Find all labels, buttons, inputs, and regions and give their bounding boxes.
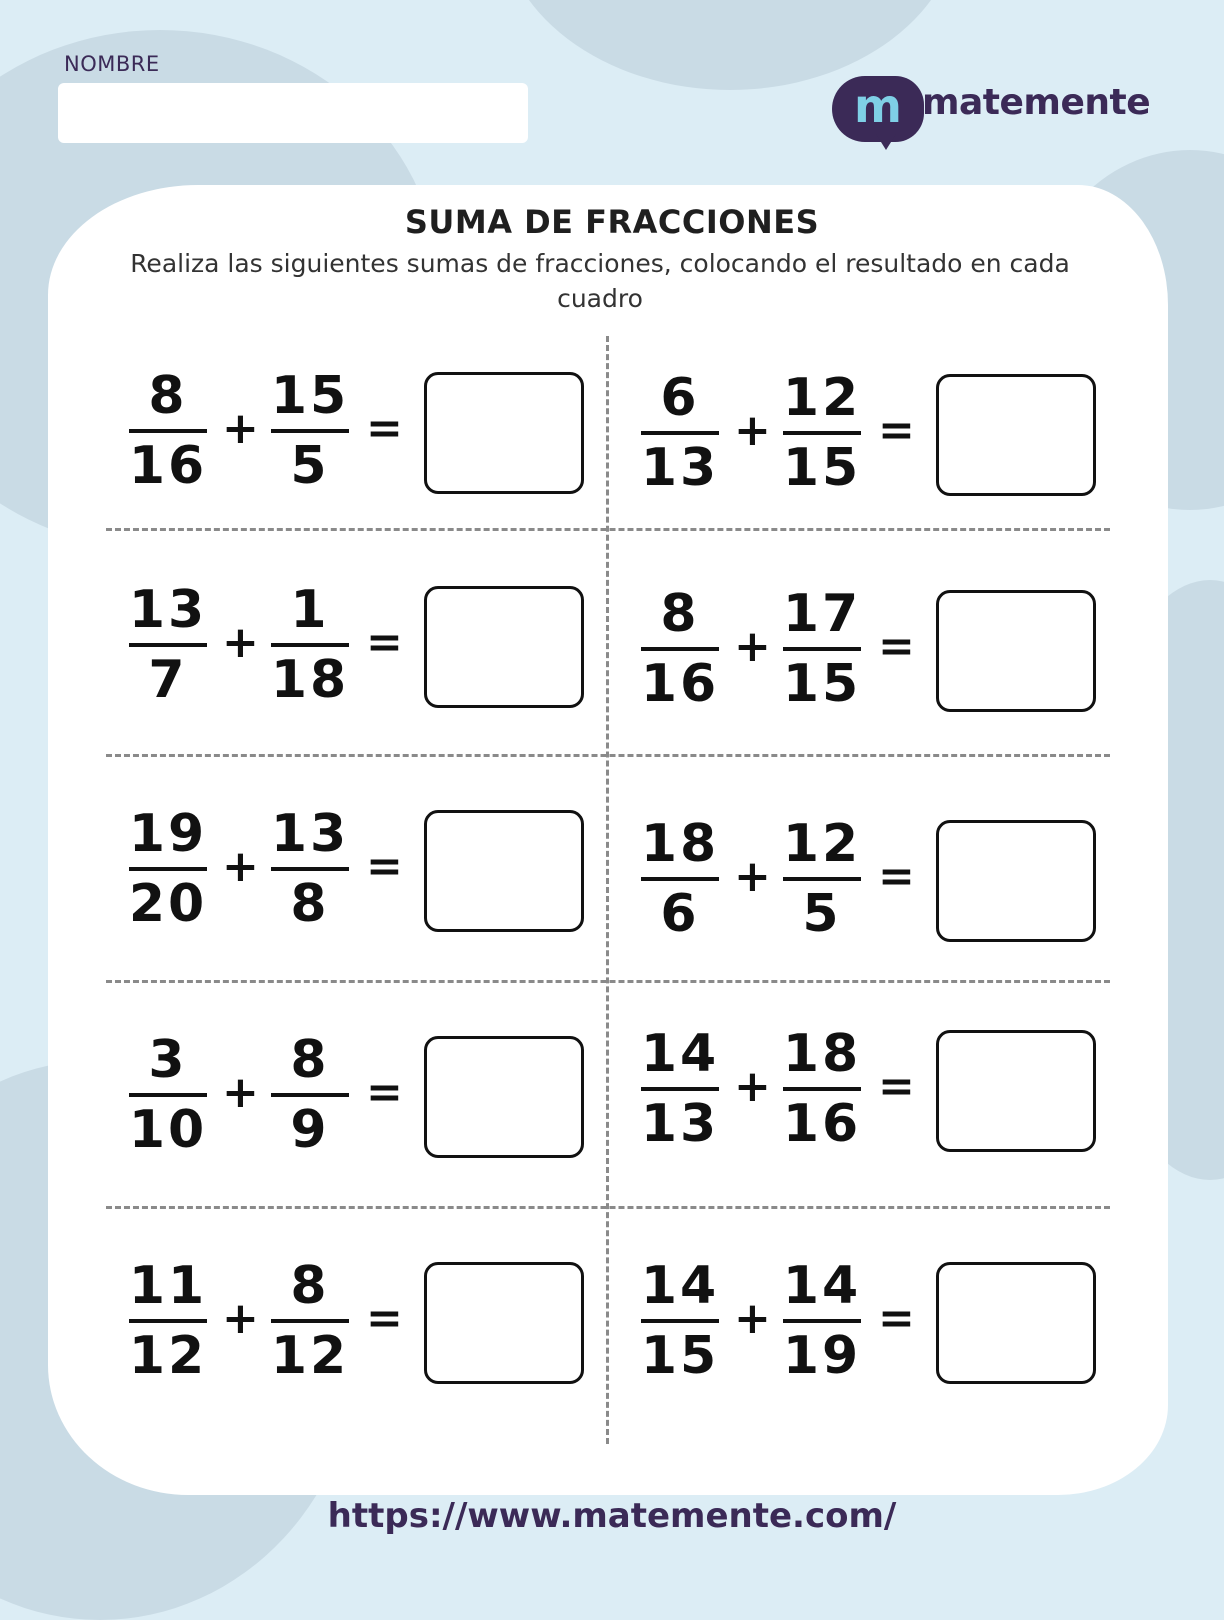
equals-sign: = xyxy=(366,841,403,892)
answer-box[interactable] xyxy=(936,820,1096,942)
denominator: 15 xyxy=(782,654,862,714)
instructions-text: Realiza las siguientes sumas de fracciones, colocando el resultado en cada cuadro xyxy=(130,249,1070,313)
fraction-problem xyxy=(128,1030,628,1160)
answer-box[interactable] xyxy=(424,810,584,932)
fraction-b xyxy=(270,1256,350,1386)
fraction-bar xyxy=(129,1319,207,1323)
answer-box[interactable] xyxy=(424,586,584,708)
fraction-a xyxy=(128,366,208,496)
answer-box[interactable] xyxy=(424,372,584,494)
row-divider xyxy=(106,528,1110,531)
denominator: 15 xyxy=(782,438,862,498)
equals-sign: = xyxy=(366,1293,403,1344)
plus-sign: + xyxy=(734,1061,771,1112)
plus-sign: + xyxy=(222,403,259,454)
denominator: 12 xyxy=(128,1326,208,1386)
answer-box[interactable] xyxy=(936,1262,1096,1384)
fraction-b xyxy=(782,368,862,498)
page-title: SUMA DE FRACCIONES xyxy=(404,203,820,241)
fraction-bar xyxy=(783,647,861,651)
answer-box[interactable] xyxy=(936,374,1096,496)
denominator: 13 xyxy=(640,1094,720,1154)
fraction-bar xyxy=(641,647,719,651)
numerator: 18 xyxy=(640,814,720,874)
numerator: 6 xyxy=(660,368,700,428)
denominator: 8 xyxy=(290,874,330,934)
numerator: 1 xyxy=(290,580,330,640)
numerator: 19 xyxy=(128,804,208,864)
fraction-b xyxy=(782,814,862,944)
fraction-problem xyxy=(640,814,1140,944)
fraction-problem xyxy=(128,580,628,710)
fraction-b xyxy=(270,366,350,496)
numerator: 12 xyxy=(782,368,862,428)
row-divider xyxy=(106,754,1110,757)
fraction-problem xyxy=(640,584,1140,714)
fraction-problem xyxy=(640,368,1140,498)
denominator: 10 xyxy=(128,1100,208,1160)
plus-sign: + xyxy=(222,1067,259,1118)
answer-box[interactable] xyxy=(936,590,1096,712)
numerator: 14 xyxy=(640,1024,720,1084)
denominator: 20 xyxy=(128,874,208,934)
fraction-problem xyxy=(128,366,628,496)
fraction-bar xyxy=(641,1087,719,1091)
fraction-bar xyxy=(129,643,207,647)
numerator: 17 xyxy=(782,584,862,644)
numerator: 18 xyxy=(782,1024,862,1084)
fraction-bar xyxy=(271,429,349,433)
answer-box[interactable] xyxy=(424,1036,584,1158)
plus-sign: + xyxy=(734,1293,771,1344)
fraction-b xyxy=(270,1030,350,1160)
denominator: 5 xyxy=(290,436,330,496)
denominator: 15 xyxy=(640,1326,720,1386)
fraction-bar xyxy=(641,431,719,435)
plus-sign: + xyxy=(222,1293,259,1344)
fraction-b xyxy=(782,584,862,714)
fraction-b xyxy=(782,1024,862,1154)
row-divider xyxy=(106,980,1110,983)
fraction-bar xyxy=(271,867,349,871)
denominator: 7 xyxy=(148,650,188,710)
numerator: 8 xyxy=(290,1256,330,1316)
fraction-a xyxy=(640,1256,720,1386)
equals-sign: = xyxy=(878,1061,915,1112)
fraction-bar xyxy=(641,877,719,881)
numerator: 8 xyxy=(290,1030,330,1090)
fraction-a xyxy=(640,584,720,714)
fraction-a xyxy=(128,804,208,934)
fraction-a xyxy=(128,1030,208,1160)
equals-sign: = xyxy=(878,405,915,456)
fraction-bar xyxy=(271,1319,349,1323)
denominator: 5 xyxy=(802,884,842,944)
denominator: 19 xyxy=(782,1326,862,1386)
fraction-b xyxy=(270,580,350,710)
name-field[interactable] xyxy=(58,83,528,143)
denominator: 16 xyxy=(640,654,720,714)
fraction-a xyxy=(640,368,720,498)
row-divider xyxy=(106,1206,1110,1209)
fraction-bar xyxy=(271,1093,349,1097)
numerator: 11 xyxy=(128,1256,208,1316)
fraction-bar xyxy=(783,877,861,881)
equals-sign: = xyxy=(366,617,403,668)
denominator: 12 xyxy=(270,1326,350,1386)
fraction-b xyxy=(270,804,350,934)
name-label: NOMBRE xyxy=(64,52,160,76)
equals-sign: = xyxy=(878,851,915,902)
numerator: 3 xyxy=(148,1030,188,1090)
denominator: 16 xyxy=(128,436,208,496)
fraction-a xyxy=(640,1024,720,1154)
denominator: 13 xyxy=(640,438,720,498)
answer-box[interactable] xyxy=(936,1030,1096,1152)
fraction-bar xyxy=(641,1319,719,1323)
fraction-a xyxy=(640,814,720,944)
fraction-bar xyxy=(129,1093,207,1097)
fraction-bar xyxy=(129,867,207,871)
answer-box[interactable] xyxy=(424,1262,584,1384)
numerator: 13 xyxy=(128,580,208,640)
numerator: 14 xyxy=(782,1256,862,1316)
fraction-problem xyxy=(640,1024,1140,1154)
denominator: 16 xyxy=(782,1094,862,1154)
plus-sign: + xyxy=(222,841,259,892)
brand-name: matemente xyxy=(922,82,1151,123)
fraction-a xyxy=(128,1256,208,1386)
plus-sign: + xyxy=(222,617,259,668)
footer-url[interactable]: https://www.matemente.com/ xyxy=(327,1496,897,1536)
fraction-bar xyxy=(783,1319,861,1323)
equals-sign: = xyxy=(366,1067,403,1118)
fraction-b xyxy=(782,1256,862,1386)
denominator: 6 xyxy=(660,884,700,944)
numerator: 8 xyxy=(148,366,188,426)
equals-sign: = xyxy=(878,621,915,672)
fraction-problem xyxy=(128,804,628,934)
numerator: 8 xyxy=(660,584,700,644)
brand-logo xyxy=(832,76,1152,156)
plus-sign: + xyxy=(734,405,771,456)
equals-sign: = xyxy=(878,1293,915,1344)
fraction-bar xyxy=(271,643,349,647)
numerator: 15 xyxy=(270,366,350,426)
denominator: 9 xyxy=(290,1100,330,1160)
numerator: 12 xyxy=(782,814,862,874)
fraction-problem xyxy=(640,1256,1140,1386)
equals-sign: = xyxy=(366,403,403,454)
denominator: 18 xyxy=(270,650,350,710)
numerator: 14 xyxy=(640,1256,720,1316)
fraction-bar xyxy=(783,431,861,435)
fraction-problem xyxy=(128,1256,628,1386)
plus-sign: + xyxy=(734,621,771,672)
fraction-bar xyxy=(783,1087,861,1091)
fraction-bar xyxy=(129,429,207,433)
fraction-a xyxy=(128,580,208,710)
numerator: 13 xyxy=(270,804,350,864)
brand-mark: m xyxy=(854,79,902,133)
plus-sign: + xyxy=(734,851,771,902)
